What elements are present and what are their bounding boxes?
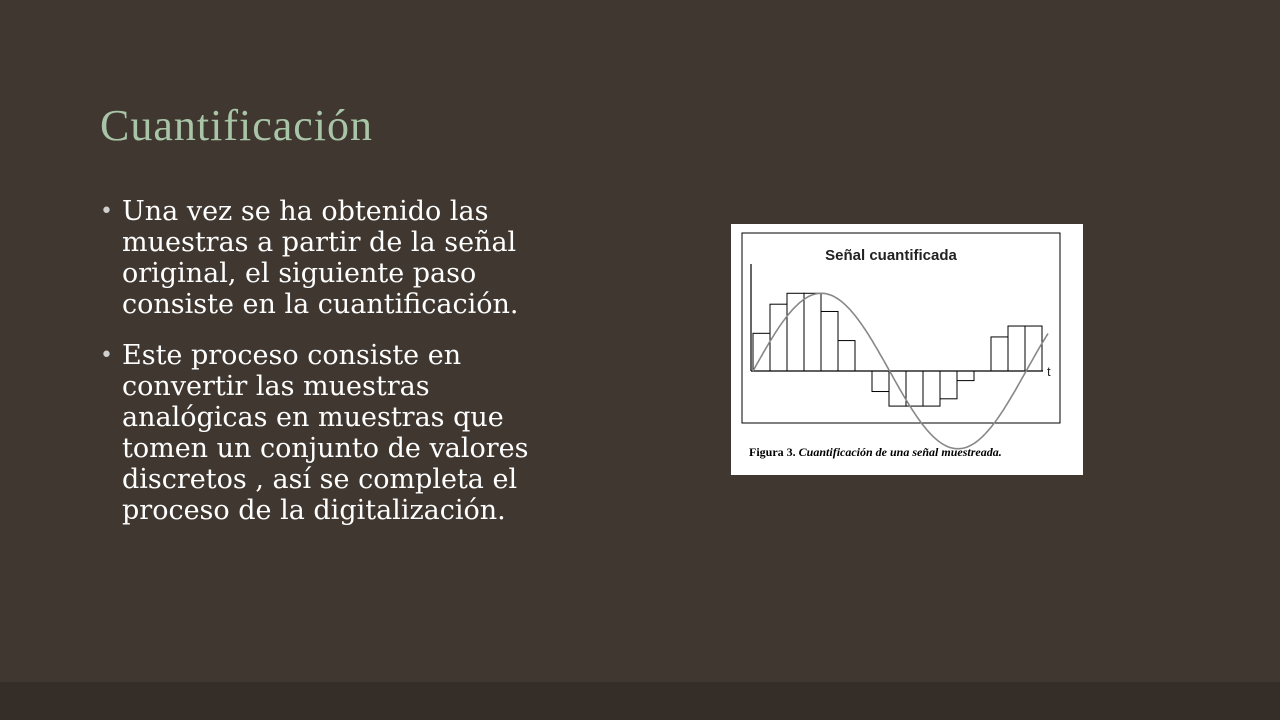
quantization-figure: [731, 224, 1083, 475]
quantization-chart: [731, 224, 1083, 475]
bullet-list: [100, 196, 560, 546]
bullet-item: [100, 340, 560, 526]
bullet-text: Este proceso consiste en convertir las muestras analógicas en muestras que tomen un conjunto de valores discretos , así se completa el proceso de la digitalización.: [122, 340, 529, 526]
chart-title: Señal cuantificada: [825, 247, 957, 264]
footer-band: [0, 682, 1280, 720]
caption-text: Cuantificación de una señal muestreada.: [798, 445, 1002, 459]
x-axis-label: t: [1047, 364, 1051, 379]
bullet-item: [100, 196, 560, 320]
figure-caption: [749, 445, 1002, 460]
slide-title: Cuantificación: [100, 101, 374, 150]
bullet-text: Una vez se ha obtenido las muestras a partir de la señal original, el siguiente paso consiste en la cuantificación.: [122, 196, 519, 320]
bullet-dot-icon: •: [100, 199, 113, 224]
caption-label: Figura 3.: [749, 445, 796, 459]
bullet-dot-icon: •: [100, 343, 113, 368]
